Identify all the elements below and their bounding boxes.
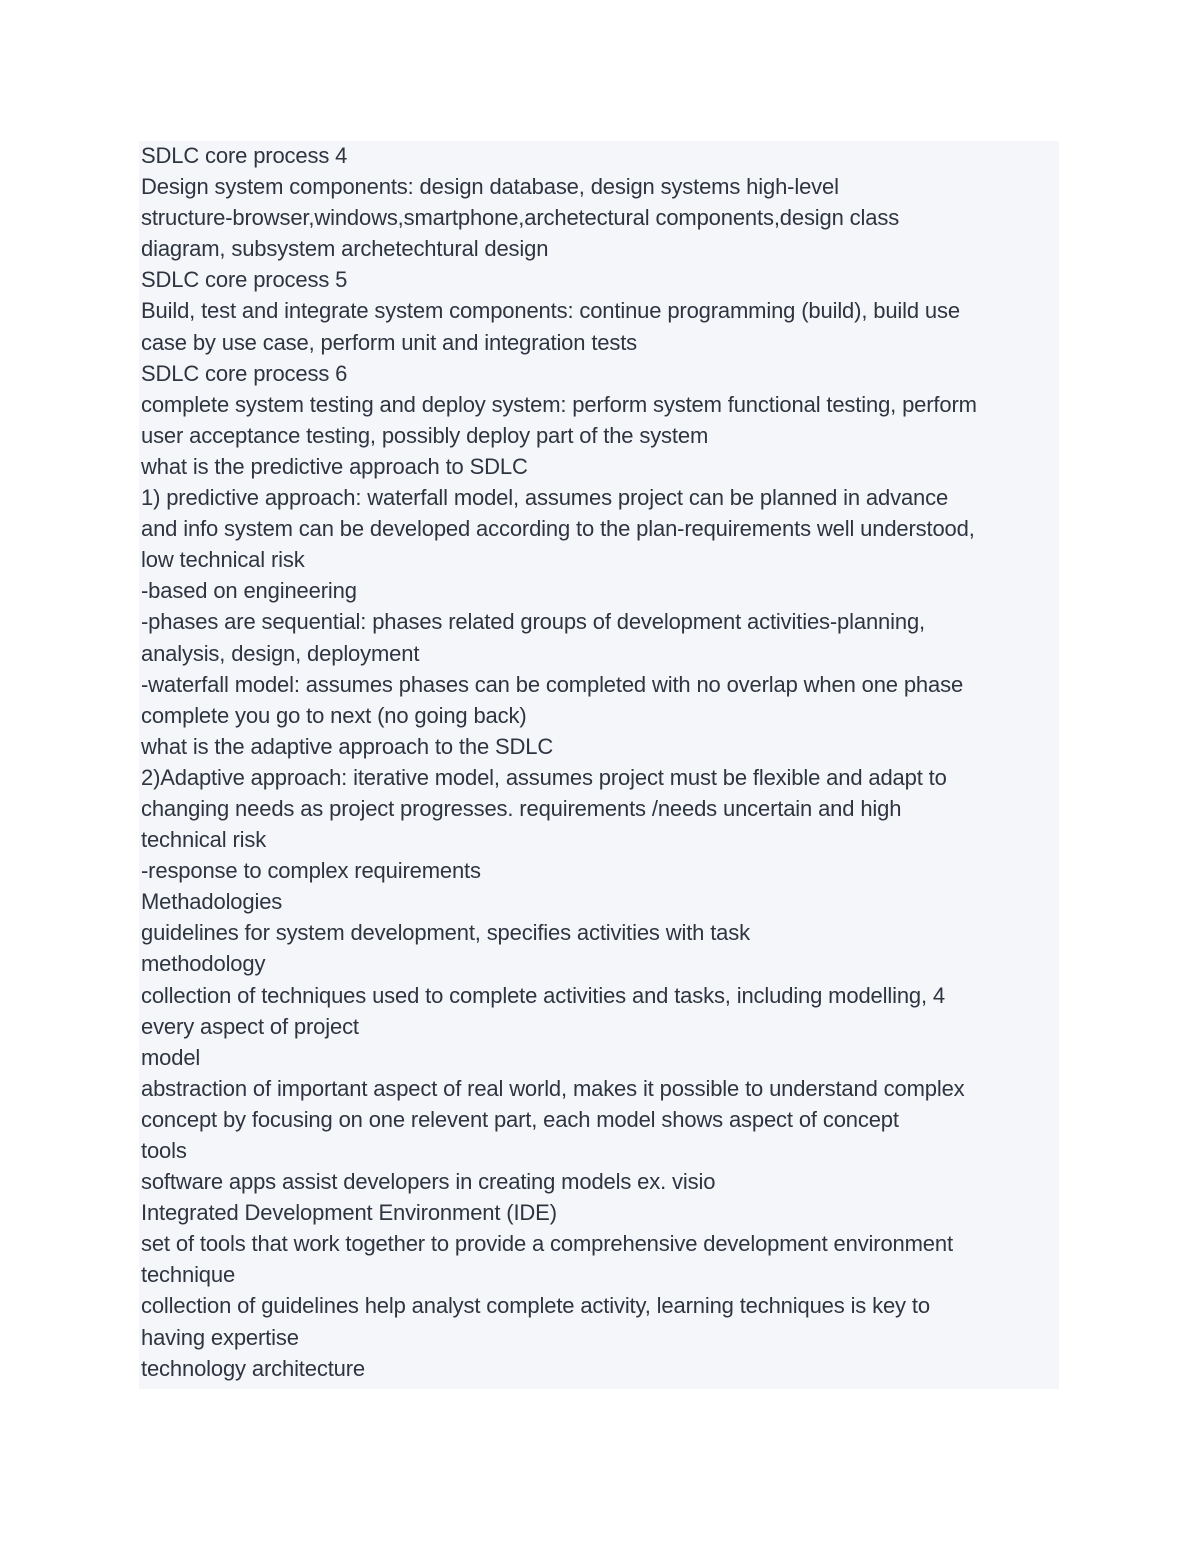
text-line: 1) predictive approach: waterfall model, assumes project can be planned in advance — [141, 485, 949, 511]
text-line: analysis, design, deployment — [141, 640, 420, 666]
text-line: user acceptance testing, possibly deploy part of the system — [141, 422, 709, 448]
text-line: what is the adaptive approach to the SDLC — [141, 733, 554, 759]
text-line: complete system testing and deploy system: perform system functional testing, perform — [141, 391, 977, 417]
text-line: and info system can be developed according to the plan-requirements well understood, — [141, 516, 975, 542]
text-line: collection of guidelines help analyst complete activity, learning techniques is key to — [141, 1293, 930, 1319]
text-line: Build, test and integrate system components: continue programming (build), build use — [141, 298, 960, 324]
text-line: complete you go to next (no going back) — [141, 702, 527, 728]
text-line: tools — [141, 1138, 187, 1163]
text-line: 2)Adaptive approach: iterative model, assumes project must be flexible and adapt to — [141, 764, 947, 790]
text-line: structure-browser,windows,smartphone,archetectural components,design class — [141, 205, 900, 231]
text-line: Integrated Development Environment (IDE) — [141, 1200, 557, 1226]
text-line: Design system components: design database, design systems high-level — [141, 174, 839, 200]
text-line: SDLC core process 6 — [141, 360, 348, 386]
text-line: SDLC core process 5 — [141, 267, 348, 293]
text-line: methodology — [141, 951, 266, 977]
text-line: model — [141, 1044, 201, 1070]
text-line: diagram, subsystem archetechtural design — [141, 236, 549, 262]
text-line: having expertise — [141, 1324, 299, 1350]
text-line: SDLC core process 4 — [141, 143, 348, 168]
text-line: changing needs as project progresses. requirements /needs uncertain and high — [141, 795, 902, 821]
text-line: what is the predictive approach to SDLC — [141, 453, 528, 479]
text-line: low technical risk — [141, 547, 305, 573]
text-line: abstraction of important aspect of real world, makes it possible to understand complex — [141, 1075, 965, 1101]
text-line: -waterfall model: assumes phases can be completed with no overlap when one phase — [141, 671, 964, 697]
text-line: set of tools that work together to provide a comprehensive development environment — [141, 1231, 953, 1257]
text-line: -response to complex requirements — [141, 858, 481, 884]
text-block — [139, 141, 1059, 1389]
text-line: technique — [141, 1262, 236, 1288]
text-line: software apps assist developers in creating models ex. visio — [141, 1169, 716, 1195]
text-line: Methadologies — [141, 889, 283, 915]
text-line: guidelines for system development, specifies activities with task — [141, 920, 750, 946]
text-line: every aspect of project — [141, 1013, 359, 1039]
text-line: technical risk — [141, 827, 267, 853]
text-line: concept by focusing on one relevent part, each model shows aspect of concept — [141, 1106, 899, 1132]
text-line: collection of techniques used to complete activities and tasks, including modelling, 4 — [141, 982, 946, 1008]
text-line: case by use case, perform unit and integration tests — [141, 329, 638, 355]
text-line: -based on engineering — [141, 578, 357, 604]
text-line: -phases are sequential: phases related groups of development activities-planning, — [141, 609, 926, 635]
text-line: technology architecture — [141, 1355, 366, 1381]
